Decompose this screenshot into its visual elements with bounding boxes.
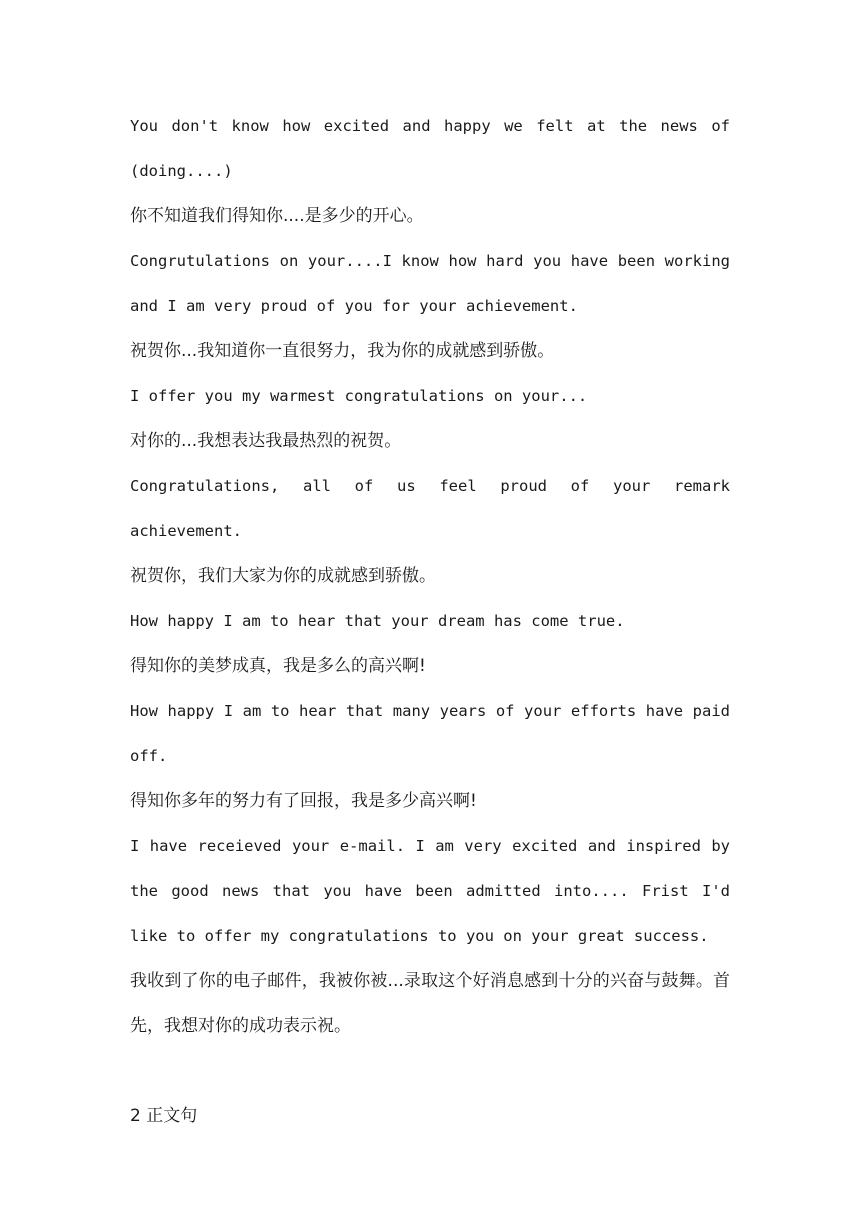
paragraph-zh-2: 祝贺你...我知道你一直很努力，我为你的成就感到骄傲。 bbox=[130, 341, 555, 361]
paragraph-en-3: I offer you my warmest congratulations on your... bbox=[130, 387, 588, 405]
paragraph-en-2: Congrutulations on your....I know how hard you have been working and I am very proud of you for your achievement. bbox=[130, 252, 730, 315]
paragraph-zh-1: 你不知道我们得知你....是多少的开心。 bbox=[130, 206, 424, 226]
paragraph-en-5: How happy I am to hear that your dream has come true. bbox=[130, 612, 625, 630]
document-page bbox=[130, 104, 730, 1139]
paragraph-zh-4: 祝贺你，我们大家为你的成就感到骄傲。 bbox=[130, 566, 436, 586]
paragraph-en-6: How happy I am to hear that many years of your efforts have paid off. bbox=[130, 702, 730, 765]
paragraph-zh-5: 得知你的美梦成真，我是多么的高兴啊! bbox=[130, 656, 426, 676]
paragraph-en-7: I have receieved your e-mail. I am very excited and inspired by the good news that you have been admitted into.... Frist I'd like to offer my congratulations to you on your great success. bbox=[130, 837, 730, 945]
paragraph-zh-3: 对你的...我想表达我最热烈的祝贺。 bbox=[130, 431, 402, 451]
section-heading: 2 正文句 bbox=[130, 1106, 198, 1126]
paragraph-spacer bbox=[130, 1049, 730, 1094]
paragraph-en-1: You don't know how excited and happy we felt at the news of (doing....) bbox=[130, 117, 730, 180]
paragraph-en-4: Congratulations, all of us feel proud of your remark achievement. bbox=[130, 477, 730, 540]
paragraph-zh-7: 我收到了你的电子邮件，我被你被...录取这个好消息感到十分的兴奋与鼓舞。首先，我想对你的成功表示祝。 bbox=[130, 971, 730, 1036]
paragraph-zh-6: 得知你多年的努力有了回报，我是多少高兴啊! bbox=[130, 791, 477, 811]
